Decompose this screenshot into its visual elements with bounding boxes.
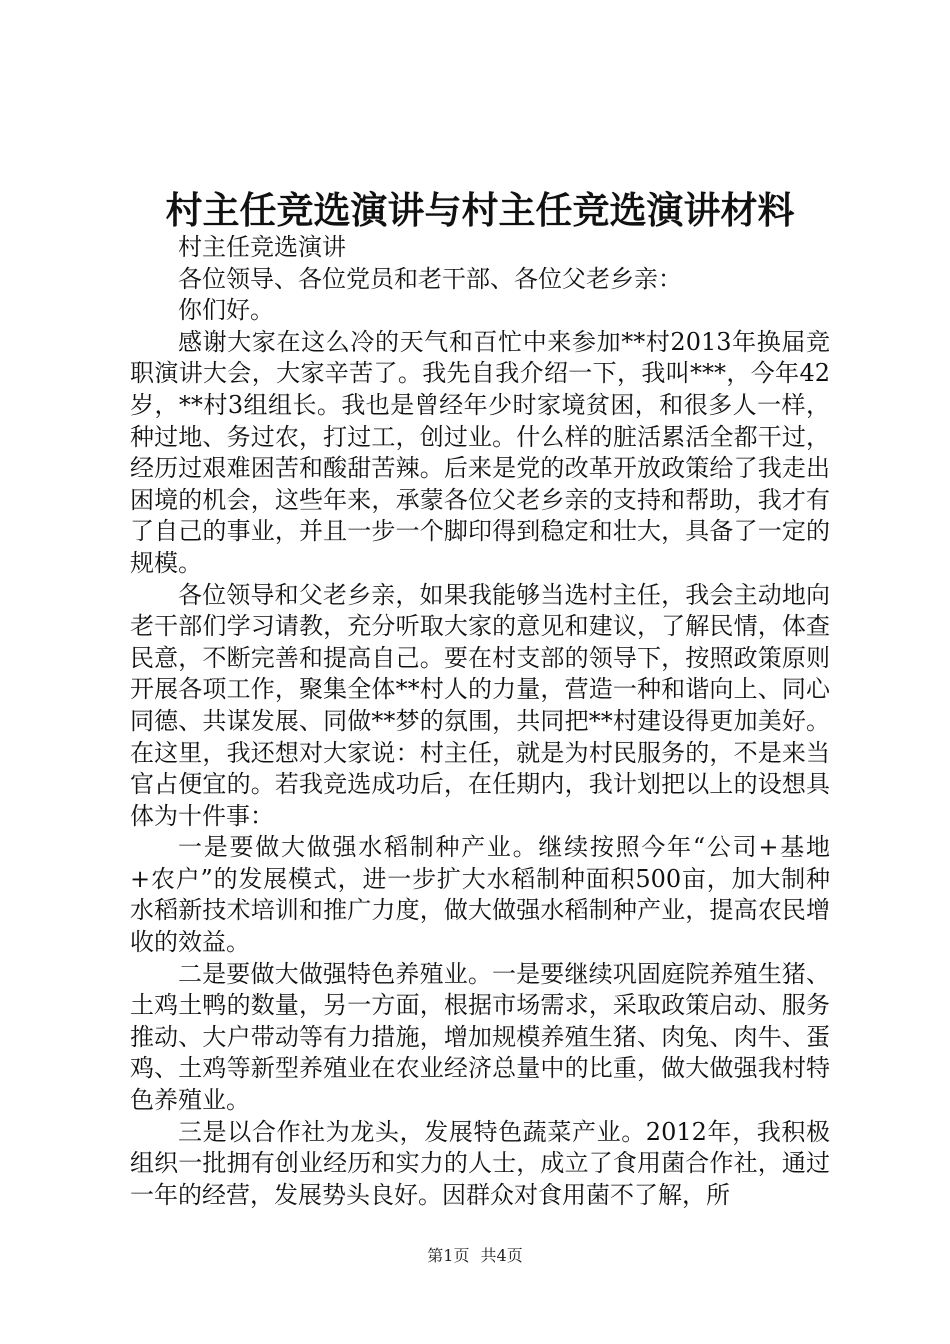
page-footer <box>0 1246 950 1266</box>
paragraph-introduction: 感谢大家在这么冷的天气和百忙中来参加**村2013年换届竞职演讲大会，大家辛苦了。我先自我介绍一下，我叫***，今年42岁，**村3组组长。我也是曾经年少时家境贫困，和很多人一样，种过地、务过农，打过工，创过业。什么样的脏活累活全都干过，经历过艰难困苦和酸甜苦辣。后来是党的改革开放政策给了我走出困境的机会，这些年来，承蒙各位父老乡亲的支持和帮助，我才有了自己的事业，并且一步一个脚印得到稳定和壮大，具备了一定的规模。 <box>130 327 830 577</box>
paragraph-commitment: 各位领导和父老乡亲，如果我能够当选村主任，我会主动地向老干部们学习请教，充分听取大家的意见和建议，了解民情，体查民意，不断完善和提高自己。要在村支部的领导下，按照政策原则开展各项工作，聚集全体**村人的力量，营造一种和谐向上、同心同德、共谋发展、同做**梦的氛围，共同把**村建设得更加美好。在这里，我还想对大家说：村主任，就是为村民服务的，不是来当官占便宜的。若我竞选成功后，在任期内，我计划把以上的设想具体为十件事： <box>130 580 830 830</box>
paragraph-plan-one: 一是要做大做强水稻制种产业。继续按照今年“公司+基地+农户”的发展模式，进一步扩大水稻制种面积500亩，加大制种水稻新技术培训和推广力度，做大做强水稻制种产业，提高农民增收的效益。 <box>130 833 830 957</box>
paragraph-plan-two: 二是要做大做强特色养殖业。一是要继续巩固庭院养殖生猪、土鸡土鸭的数量，另一方面，根据市场需求，采取政策启动、服务推动、大户带动等有力措施，增加规模养殖生猪、肉兔、肉牛、蛋鸡、土鸡等新型养殖业在农业经济总量中的比重，做大做强我村特色养殖业。 <box>130 959 830 1115</box>
paragraph-plan-three: 三是以合作社为龙头，发展特色蔬菜产业。2012年，我积极组织一批拥有创业经历和实力的人士，成立了食用菌合作社，通过一年的经营，发展势头良好。因群众对食用菌不了解，所 <box>130 1117 830 1209</box>
speech-subtitle: 村主任竞选演讲 <box>178 233 346 261</box>
document-body <box>130 232 830 1211</box>
greeting: 你们好。 <box>178 296 274 325</box>
salutation: 各位领导、各位党员和老干部、各位父老乡亲： <box>178 264 682 293</box>
page-total: 共4页 <box>480 1246 523 1265</box>
document-title: 村主任竞选演讲与村主任竞选演讲材料 <box>165 188 795 232</box>
page-number: 第1页 <box>427 1246 470 1265</box>
